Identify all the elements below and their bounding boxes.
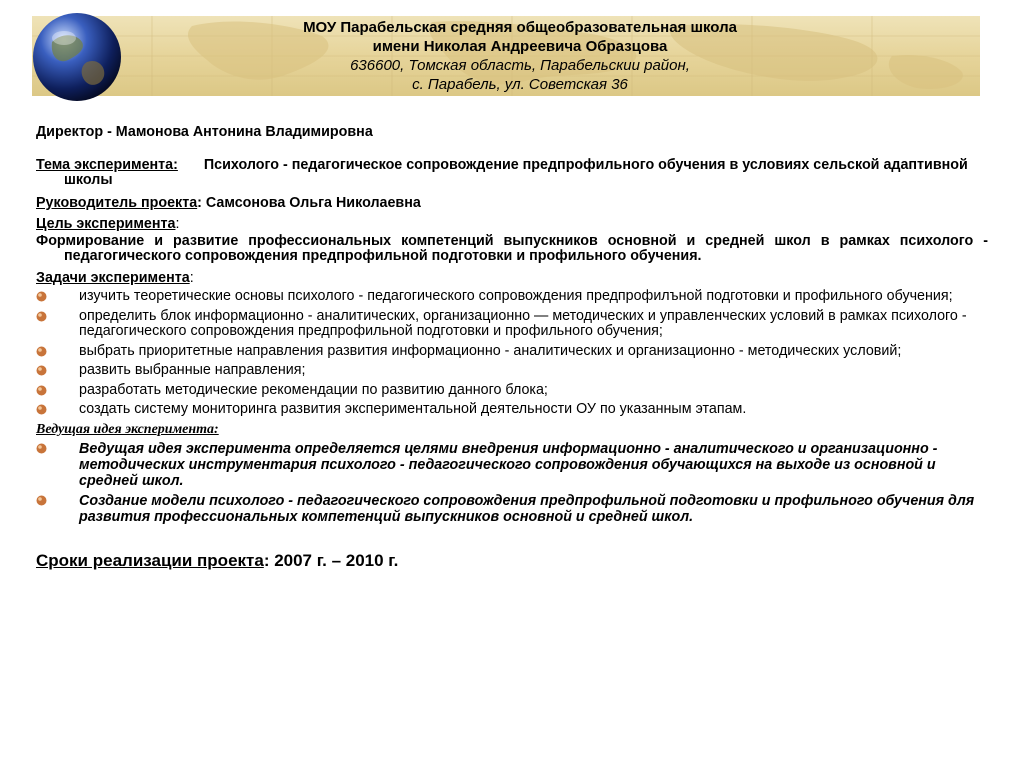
bullet-icon bbox=[36, 385, 47, 396]
list-item bbox=[36, 344, 988, 360]
terms-label: Сроки реализации проекта bbox=[36, 550, 264, 570]
bullet-icon bbox=[36, 404, 47, 415]
task-text: изучить теоретические основы психолого - педагогического сопровождения предпрофилъной подготовки и профильного обучения; bbox=[79, 288, 953, 304]
theme-label: Тема эксперимента: bbox=[36, 157, 178, 173]
task-text: развить выбранные направления; bbox=[79, 362, 306, 378]
list-item bbox=[36, 383, 988, 399]
goal-colon: : bbox=[175, 216, 180, 232]
globe-icon bbox=[32, 12, 122, 102]
theme-line bbox=[36, 158, 988, 188]
list-item bbox=[36, 493, 988, 525]
list-item bbox=[36, 289, 988, 305]
task-text: создать систему мониторинга развития экспериментальной деятельности ОУ по указанным этапам. bbox=[79, 401, 747, 417]
bullet-icon bbox=[36, 365, 47, 376]
goal-heading bbox=[36, 216, 988, 232]
tasks-list bbox=[36, 289, 988, 418]
idea-label: Ведущая идея эксперимента: bbox=[36, 421, 219, 437]
theme-text: Психолого - педагогическое сопровождение предпрофильного обучения в условиях сельской адаптивной школы bbox=[64, 157, 968, 188]
goal-label: Цель эксперимента bbox=[36, 216, 176, 232]
task-text: выбрать приоритетные направления развития информационно - аналитических и организационно - методических условий; bbox=[79, 342, 902, 359]
bullet-icon bbox=[36, 346, 47, 357]
tasks-label: Задачи эксперимента bbox=[36, 270, 190, 286]
bullet-icon bbox=[36, 291, 47, 302]
terms-line bbox=[36, 551, 988, 571]
main-content bbox=[36, 124, 988, 571]
idea-list bbox=[36, 441, 988, 525]
bullet-icon bbox=[36, 495, 47, 506]
list-item bbox=[36, 441, 988, 489]
goal-text: Формирование и развитие профессиональных компетенций выпускников основной и средней школ в рамках психолого - педагогического сопровождения предпрофильной подготовки и профильного обучения. bbox=[36, 233, 988, 264]
list-item bbox=[36, 309, 988, 340]
task-text: определить блок информационно - аналитических, организационно — методических и управленческих условий в рамках психолого - педагогического сопровождения предпрофильной подготовки и профильного обучения; bbox=[79, 307, 967, 339]
leader-text: : Самсонова Ольга Николаевна bbox=[197, 195, 421, 211]
school-header bbox=[140, 18, 900, 94]
school-name-honor: имени Николая Андреевича Образцова bbox=[372, 38, 668, 55]
school-name: МОУ Парабельская средняя общеобразовательная школа bbox=[303, 19, 737, 36]
tasks-colon: : bbox=[189, 270, 194, 286]
director-line: Директор - Мамонова Антонина Владимировна bbox=[36, 124, 373, 140]
school-address: 636600, Томская область, Парабельскии район, bbox=[350, 57, 690, 74]
terms-text: : 2007 г. – 2010 г. bbox=[263, 550, 399, 570]
task-text: разработать методические рекомендации по развитию данного блока; bbox=[79, 381, 548, 398]
leader-line bbox=[36, 195, 988, 211]
list-item bbox=[36, 402, 988, 418]
idea-heading bbox=[36, 422, 988, 438]
list-item bbox=[36, 363, 988, 379]
school-street: с. Парабель, ул. Советская 36 bbox=[412, 76, 628, 93]
idea-text: Ведущая идея эксперимента определяется целями внедрения информационно - аналитического и организационно - методических инструментария психолого - педагогического сопровождения обучающихся на выходе из основной и средней школ. bbox=[79, 440, 938, 489]
idea-text: Создание модели психолого - педагогического сопровождения предпрофильной подготовки и профильного обучения для развития профессиональных компетенций выпускников основной и средней школ. bbox=[79, 492, 975, 525]
tasks-heading bbox=[36, 270, 988, 286]
bullet-icon bbox=[36, 443, 47, 454]
leader-label: Руководитель проекта bbox=[36, 195, 198, 211]
bullet-icon bbox=[36, 311, 47, 322]
